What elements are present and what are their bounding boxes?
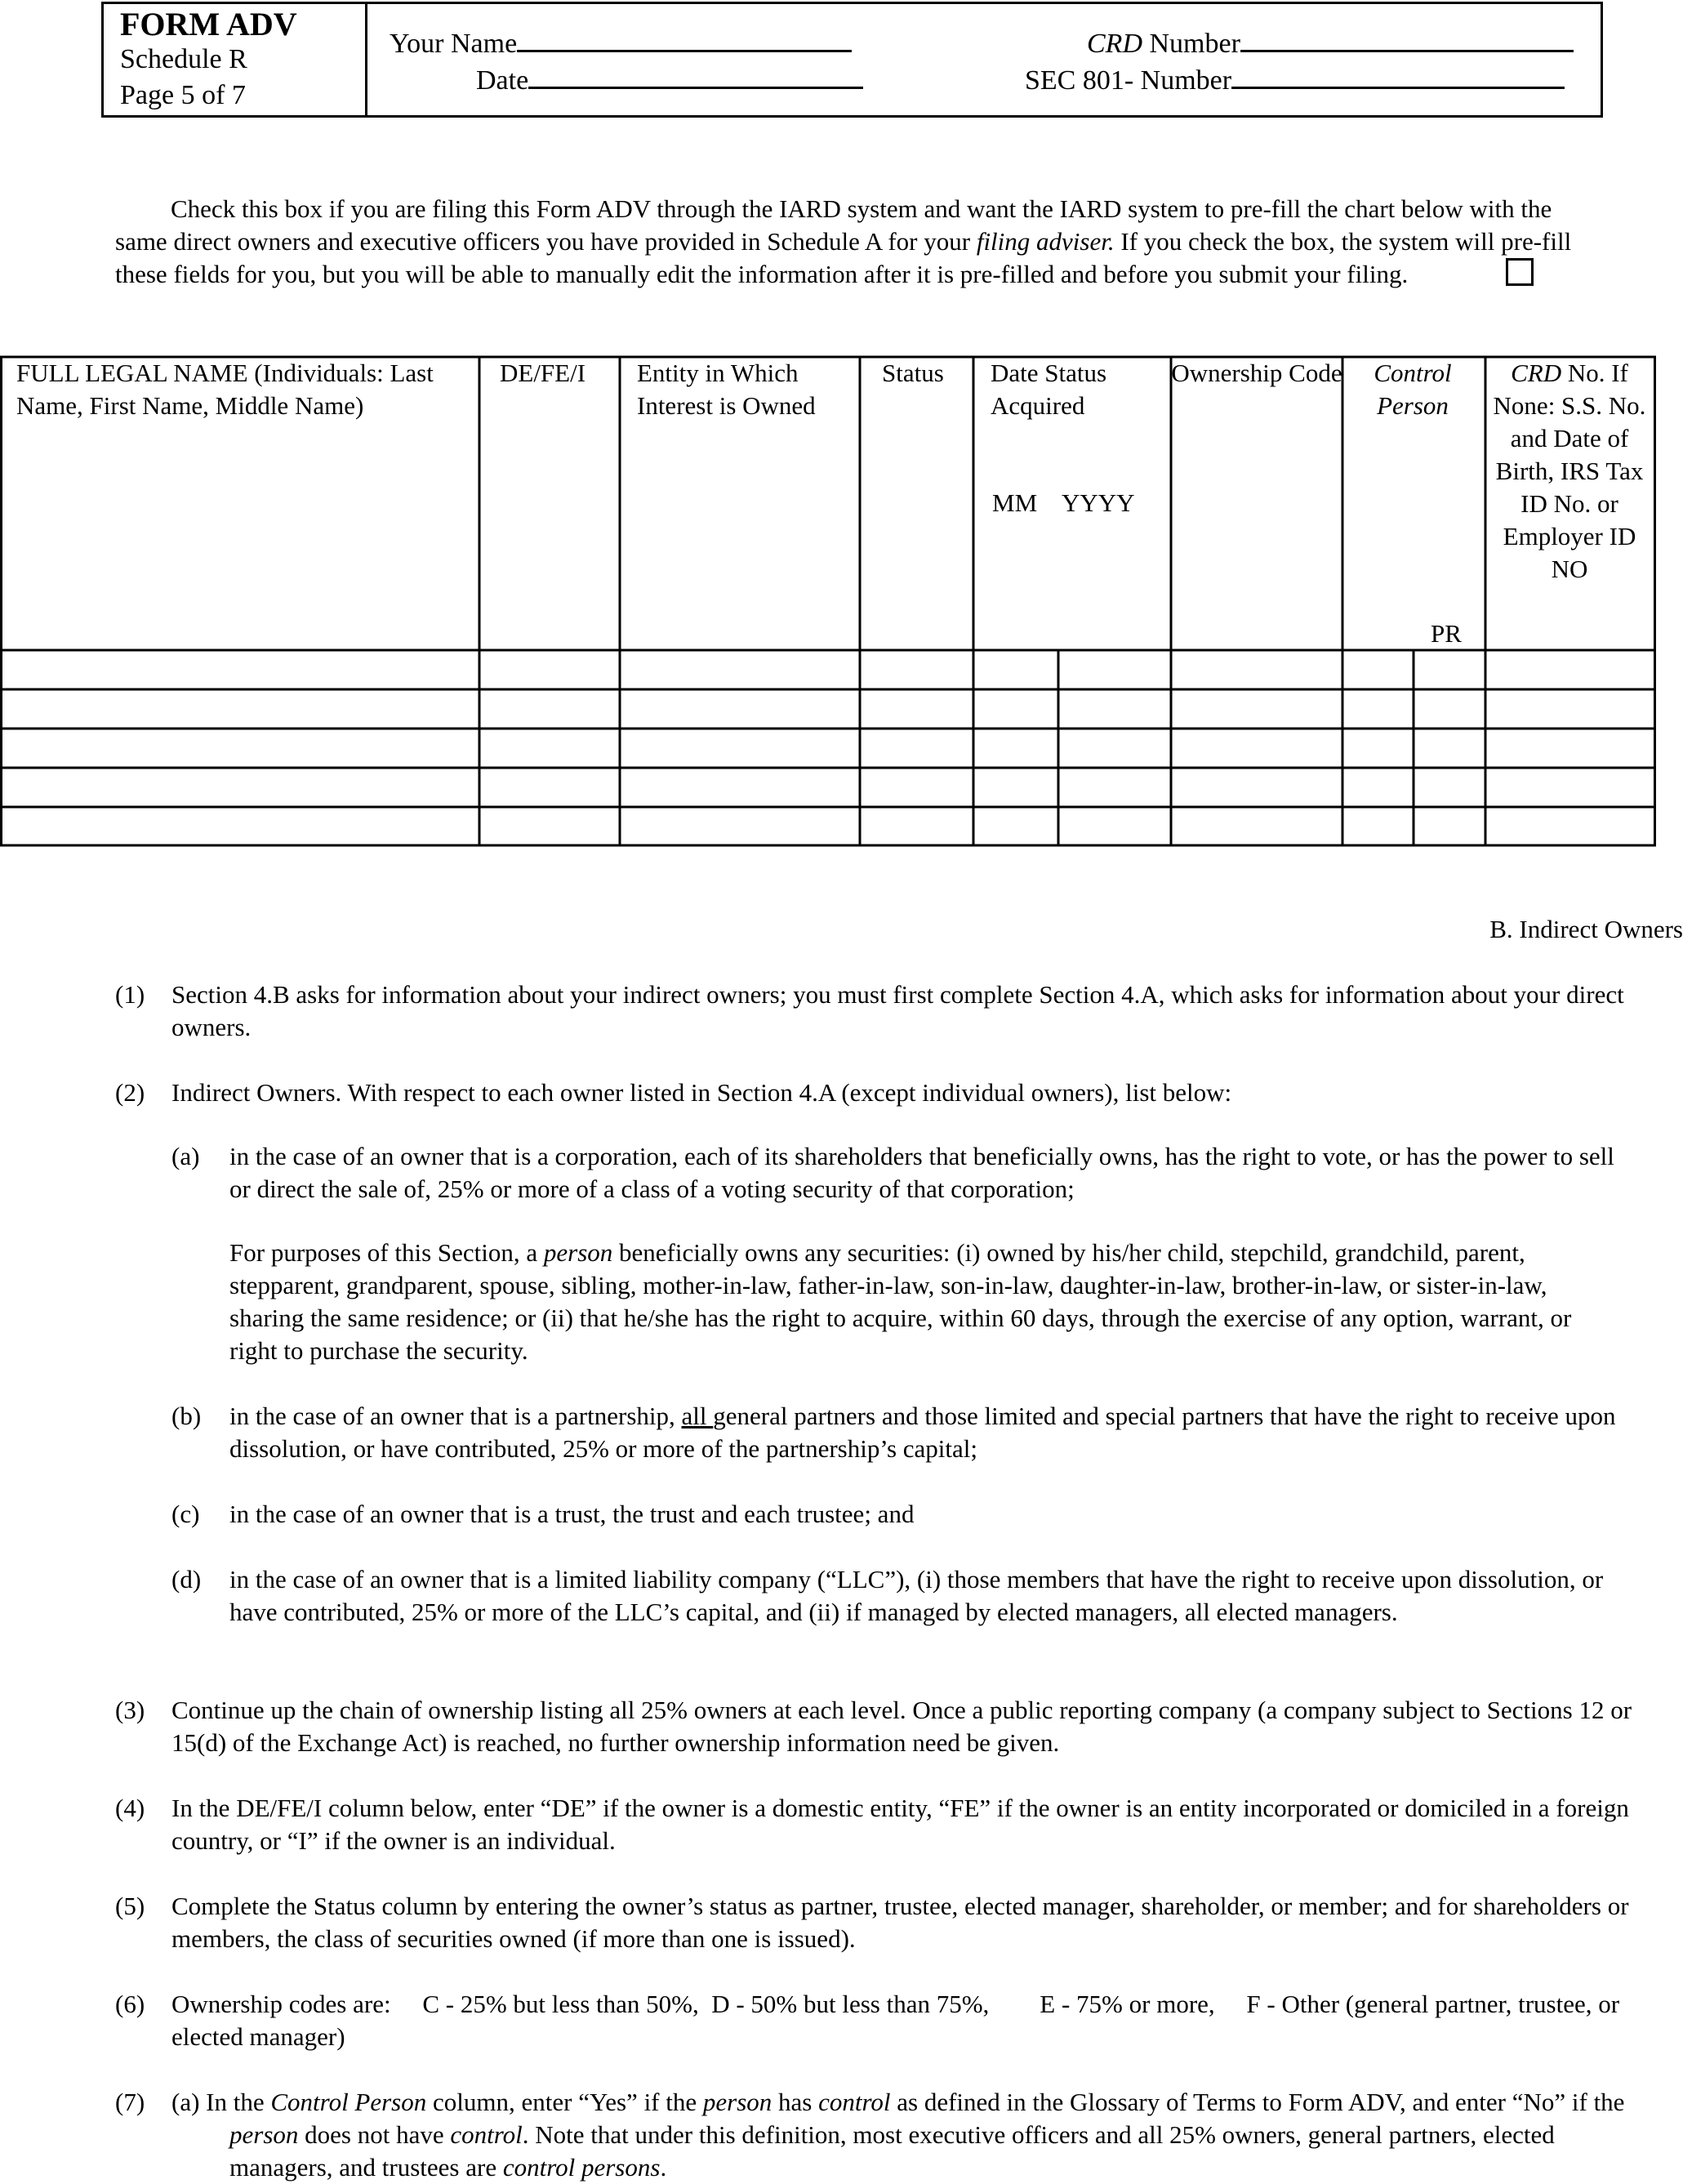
crd-header-italic: CRD [1511,359,1562,387]
col-header-date-status: Date Status Acquired [991,359,1107,420]
t7-italic: Control Person [270,2088,427,2116]
indirect-owners-table-grid [0,0,1683,849]
intro-text: Check this box if you are filing this Form ADV through the IARD system and want the IARD system to pre-fill the chart below with the same direct owners and executive officers you have provided in Schedule A for your [115,194,1552,256]
item-text-5: Complete the Status column by entering the owner’s status as partner, trustee, elected manager, shareholder, or member; and for shareholders or members, the class of securities owned (if more than one is issued). [171,1892,1629,1953]
form-title: FORM ADV [120,6,297,42]
item-text-1: Section 4.B asks for information about your indirect owners; you must first complete Section 4.A, which asks for information about your direct owners. [171,980,1624,1041]
note-italic: person [543,1238,613,1267]
sub-item-label-d: (d) [171,1565,202,1593]
t7-italic: control persons [502,2153,661,2182]
item-number-2: (2) [115,1078,145,1107]
schedule-label: Schedule R [120,44,247,74]
t7-italic: control [818,2088,891,2116]
t7-part: . Note that under this definition, most executive officers and all 25% owners, general partners, elected managers, and trustees are [229,2120,1555,2182]
col-header-crd-number [1488,357,1651,586]
sub-item-label-b: (b) [171,1402,202,1430]
page-number: Page 5 of 7 [120,80,246,110]
table-border [2,357,1655,845]
item-text-7 [171,2086,1654,2184]
item-number-7: (7) [115,2088,145,2116]
t7-italic: person [702,2088,772,2116]
col-header-entity: Entity in Which Interest is Owned [637,359,816,420]
item-text-3: Continue up the chain of ownership listing all 25% owners at each level. Once a public reporting company (a company subject to Sections 12 or 15(d) of the Exchange Act) is reached, no further ownership information need be given. [171,1696,1632,1757]
col-header-control-person: Control Person [1374,359,1452,420]
item-number-3: (3) [115,1696,145,1724]
t7-italic: person [229,2120,299,2149]
b-text: in the case of an owner that is a partnership, [229,1402,682,1430]
item-number-5: (5) [115,1892,145,1920]
t7-part: (a) In the [171,2088,271,2116]
intro-text-italic: filing adviser. [976,227,1115,256]
sub-item-text-d: in the case of an owner that is a limited liability company (“LLC”), (i) those members that have the right to receive upon dissolution, or have contributed, 25% or more of the LLC’s capital, and (ii) if managed by elected managers, all elected managers. [229,1565,1604,1626]
item-text-2: Indirect Owners. With respect to each owner listed in Section 4.A (except individual owners), list below: [171,1078,1232,1107]
intro-text-end: If you check the box, the system will pre-fill these fields for you, but you will be able to manually edit the information after it is pre-filled and before you submit your filing. [115,227,1572,288]
t7-part: has [772,2088,819,2116]
crd-label-italic: CRD [1087,29,1142,59]
sub-item-text-c: in the case of an owner that is a trust, the trust and each trustee; and [229,1500,915,1528]
b-text-end: general partners and those limited and special partners that have the right to receive upon dissolution, or have contributed, 25% or more of the partnership’s capital; [229,1402,1616,1463]
beneficial-ownership-note [229,1237,1618,1367]
crd-label: Number [1142,29,1240,59]
col-header-date-format: MM YYYY [992,488,1135,517]
t7-italic: control [450,2120,523,2149]
sec-number-label: SEC 801- Number [1025,65,1232,96]
your-name-label: Your Name [390,29,518,59]
item-number-4: (4) [115,1794,145,1822]
col-header-status: Status [882,359,944,387]
b-underline: all [681,1402,714,1430]
item-text-6: Ownership codes are: C - 25% but less than 50%, D - 50% but less than 75%, E - 75% or more, F - Other (general partner, trustee, or elected manager) [171,1990,1626,2051]
col-header-full-legal-name: FULL LEGAL NAME (Individuals: Last Name, First Name, Middle Name) [16,359,434,420]
sub-item-text-b [229,1400,1618,1465]
note-text-end: beneficially owns any securities: (i) owned by his/her child, stepchild, grandchild, parent, stepparent, grandparent, spouse, sibling, mother-in-law, father-in-law, son-in-law, daughter-in-law, brother-in-law, or sister-in-law, sharing the same residence; or (ii) that he/she has the right to acquire, within 60 days, through the exercise of any option, warrant, or right to purchase the security. [229,1238,1572,1365]
item-text-4: In the DE/FE/I column below, enter “DE” if the owner is a domestic entity, “FE” if the owner is an entity incorporated or domiciled in a foreign country, or “I” if the owner is an individual. [171,1794,1629,1855]
col-header-defei: DE/FE/I [500,359,586,387]
section-b-title: B. Indirect Owners [1489,915,1683,943]
t7-part: does not have [298,2120,451,2149]
date-label: Date [476,65,529,96]
t7-part: column, enter “Yes” if the [426,2088,703,2116]
col-header-pr: PR [1431,619,1462,648]
sub-item-text-a: in the case of an owner that is a corporation, each of its shareholders that beneficially owns, has the right to vote, or has the power to sell or direct the sale of, 25% or more of a class of a voting security of that corporation; [229,1142,1614,1203]
col-header-ownership-code: Ownership Code [1171,359,1342,387]
t7-part: as defined in the Glossary of Terms to Form ADV, and enter “No” if the [890,2088,1625,2116]
sub-item-label-c: (c) [171,1500,200,1528]
item-number-6: (6) [115,1990,145,2018]
crd-header-text: No. If None: S.S. No. and Date of Birth, IRS Tax ID No. or Employer ID NO [1493,359,1646,583]
item-number-1: (1) [115,980,145,1009]
note-text: For purposes of this Section, a [229,1238,544,1267]
t7-part: . [660,2153,667,2182]
sub-item-label-a: (a) [171,1142,200,1170]
